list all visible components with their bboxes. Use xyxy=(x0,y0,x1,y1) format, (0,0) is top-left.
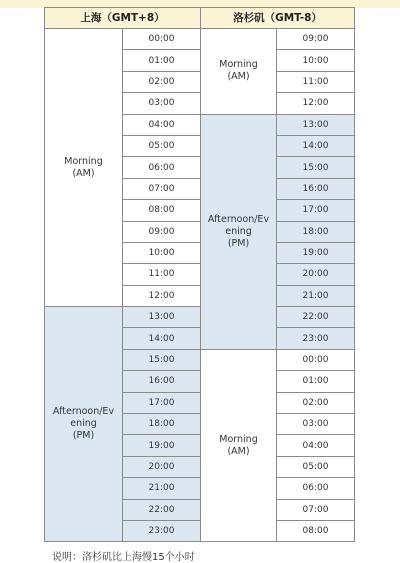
la-header: 洛杉矶（GMT-8） xyxy=(201,8,355,29)
la-time-cell: 19:00 xyxy=(277,242,355,263)
la-time-cell: 03:00 xyxy=(277,414,355,435)
shanghai-time-cell: 22:00 xyxy=(123,499,201,520)
la-time-cell: 11:00 xyxy=(277,71,355,92)
la-time-cell: 21:00 xyxy=(277,285,355,306)
la-time-cell: 15:00 xyxy=(277,157,355,178)
la-time-cell: 18:00 xyxy=(277,221,355,242)
shanghai-time-cell: 07:00 xyxy=(123,178,201,199)
table-body xyxy=(45,29,355,542)
shanghai-time-cell: 10:00 xyxy=(123,242,201,263)
shanghai-time-cell: 21:00 xyxy=(123,478,201,499)
period-text: Morning xyxy=(219,433,258,445)
shanghai-time-cell: 17:00 xyxy=(123,392,201,413)
footnote: 说明：洛杉矶比上海慢15个小时 xyxy=(52,552,195,563)
la-time-cell: 05:00 xyxy=(277,456,355,477)
header-row xyxy=(45,8,355,29)
period-text: (PM) xyxy=(72,430,95,442)
la-time-cell: 08:00 xyxy=(277,520,355,541)
shanghai-time-cell: 01:00 xyxy=(123,50,201,71)
la-time-cell: 22:00 xyxy=(277,307,355,328)
shanghai-time-cell: 12:00 xyxy=(123,285,201,306)
la-morning-label xyxy=(201,349,277,542)
period-text: (AM) xyxy=(227,71,250,83)
shanghai-time-cell: 05:00 xyxy=(123,135,201,156)
la-afternoon-label xyxy=(201,114,277,349)
la-time-cell: 20:00 xyxy=(277,264,355,285)
la-time-cell: 07:00 xyxy=(277,499,355,520)
la-time-cell: 09:00 xyxy=(277,29,355,50)
shanghai-time-cell: 04:00 xyxy=(123,114,201,135)
shanghai-time-cell: 13:00 xyxy=(123,307,201,328)
shanghai-time-cell: 14:00 xyxy=(123,328,201,349)
period-text: ening xyxy=(225,225,252,237)
period-text: Morning xyxy=(219,59,258,71)
la-morning-label xyxy=(201,29,277,115)
shanghai-time-cell: 06:00 xyxy=(123,157,201,178)
period-text: (AM) xyxy=(227,445,250,457)
la-time-cell: 06:00 xyxy=(277,478,355,499)
shanghai-time-cell: 16:00 xyxy=(123,371,201,392)
timezone-table xyxy=(44,7,355,542)
shanghai-morning-label xyxy=(45,29,123,307)
shanghai-afternoon-label xyxy=(45,307,123,542)
period-text: ening xyxy=(70,418,97,430)
shanghai-header: 上海（GMT+8） xyxy=(45,8,201,29)
shanghai-time-cell: 08:00 xyxy=(123,200,201,221)
table-row xyxy=(45,29,355,50)
la-time-cell: 13:00 xyxy=(277,114,355,135)
la-time-cell: 14:00 xyxy=(277,135,355,156)
period-text: Afternoon/Ev xyxy=(207,213,270,225)
period-text: (AM) xyxy=(72,167,95,179)
la-time-cell: 17:00 xyxy=(277,200,355,221)
shanghai-time-cell: 00:00 xyxy=(123,29,201,50)
period-text: Afternoon/Ev xyxy=(52,406,115,418)
la-time-cell: 10:00 xyxy=(277,50,355,71)
la-time-cell: 01:00 xyxy=(277,371,355,392)
la-time-cell: 04:00 xyxy=(277,435,355,456)
shanghai-time-cell: 02:00 xyxy=(123,71,201,92)
period-text: (PM) xyxy=(227,237,250,249)
shanghai-time-cell: 11:00 xyxy=(123,264,201,285)
shanghai-time-cell: 03:00 xyxy=(123,93,201,114)
la-time-cell: 12:00 xyxy=(277,93,355,114)
shanghai-time-cell: 18:00 xyxy=(123,414,201,435)
shanghai-time-cell: 09:00 xyxy=(123,221,201,242)
shanghai-time-cell: 19:00 xyxy=(123,435,201,456)
table-row xyxy=(45,307,355,328)
la-time-cell: 16:00 xyxy=(277,178,355,199)
la-time-cell: 02:00 xyxy=(277,392,355,413)
shanghai-time-cell: 20:00 xyxy=(123,456,201,477)
la-time-cell: 00:00 xyxy=(277,349,355,370)
period-text: Morning xyxy=(64,155,103,167)
shanghai-time-cell: 15:00 xyxy=(123,349,201,370)
la-time-cell: 23:00 xyxy=(277,328,355,349)
shanghai-time-cell: 23:00 xyxy=(123,520,201,541)
